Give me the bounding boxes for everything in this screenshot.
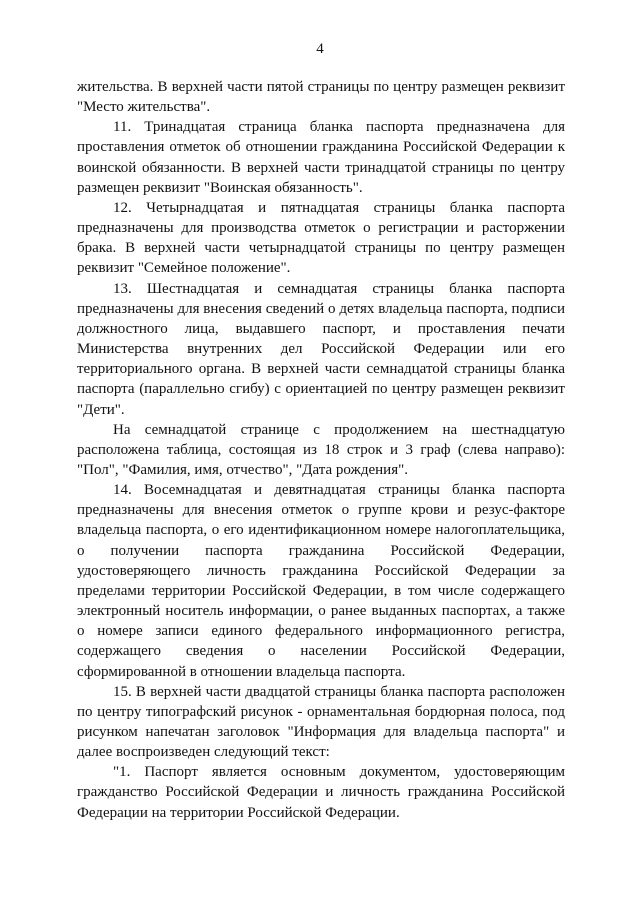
paragraph-item-14: 14. Восемнадцатая и девятнадцатая страницы бланка паспорта предназначены для внесения отметок о группе крови и резус-факторе владельца паспорта, о его идентификационном номере налогоплательщика, о получении паспорта гражданина Российской Федерации, удостоверяющего личность гражданина Российской Федерации за пределами территории Российской Федерации, в том числе содержащего электронный носитель информации, о ранее выданных паспортах, а также о номере записи единого федерального информационного регистра, содержащего сведения о населении Российской Федерации, сформированной в отношении владельца паспорта. bbox=[77, 482, 565, 680]
paragraph-quoted-item-1: "1. Паспорт является основным документом, удостоверяющим гражданство Российской Федерации и личность гражданина Российской Федерации на территории Российской Федерации. bbox=[77, 764, 565, 821]
paragraph-table-description: На семнадцатой странице с продолжением на шестнадцатую расположена таблица, состоящая из 18 строк и 3 граф (слева направо): "Пол", "Фамилия, имя, отчество", "Дата рождения". bbox=[77, 421, 565, 478]
paragraph-item-11: 11. Тринадцатая страница бланка паспорта предназначена для проставления отметок об отношении гражданина Российской Федерации к воинской обязанности. В верхней части тринадцатой страницы по центру размещен реквизит "Воинская обязанность". bbox=[77, 119, 565, 196]
paragraph-item-13: 13. Шестнадцатая и семнадцатая страницы бланка паспорта предназначены для внесения сведений о детях владельца паспорта, подписи должностного лица, выдавшего паспорт, и проставления печати Министерства внутренних дел Российской Федерации или его территориального органа. В верхней части семнадцатой страницы бланка паспорта (параллельно сгибу) с ориентацией по центру размещен реквизит "Дети". bbox=[77, 280, 565, 418]
page-number: 4 bbox=[316, 41, 324, 57]
paragraph-continuation: жительства. В верхней части пятой страницы по центру размещен реквизит "Место жительства". bbox=[77, 79, 565, 116]
paragraph-item-15: 15. В верхней части двадцатой страницы бланка паспорта расположен по центру типографский рисунок - орнаментальная бордюрная полоса, под рисунком напечатан заголовок "Информация для владельца паспорта" и далее воспроизведен следующий текст: bbox=[77, 683, 565, 761]
paragraph-item-12: 12. Четырнадцатая и пятнадцатая страницы бланка паспорта предназначены для производства отметок о регистрации и расторжении брака. В верхней части четырнадцатой страницы по центру размещен реквизит "Семейное положение". bbox=[77, 199, 565, 277]
document-body bbox=[77, 77, 565, 823]
